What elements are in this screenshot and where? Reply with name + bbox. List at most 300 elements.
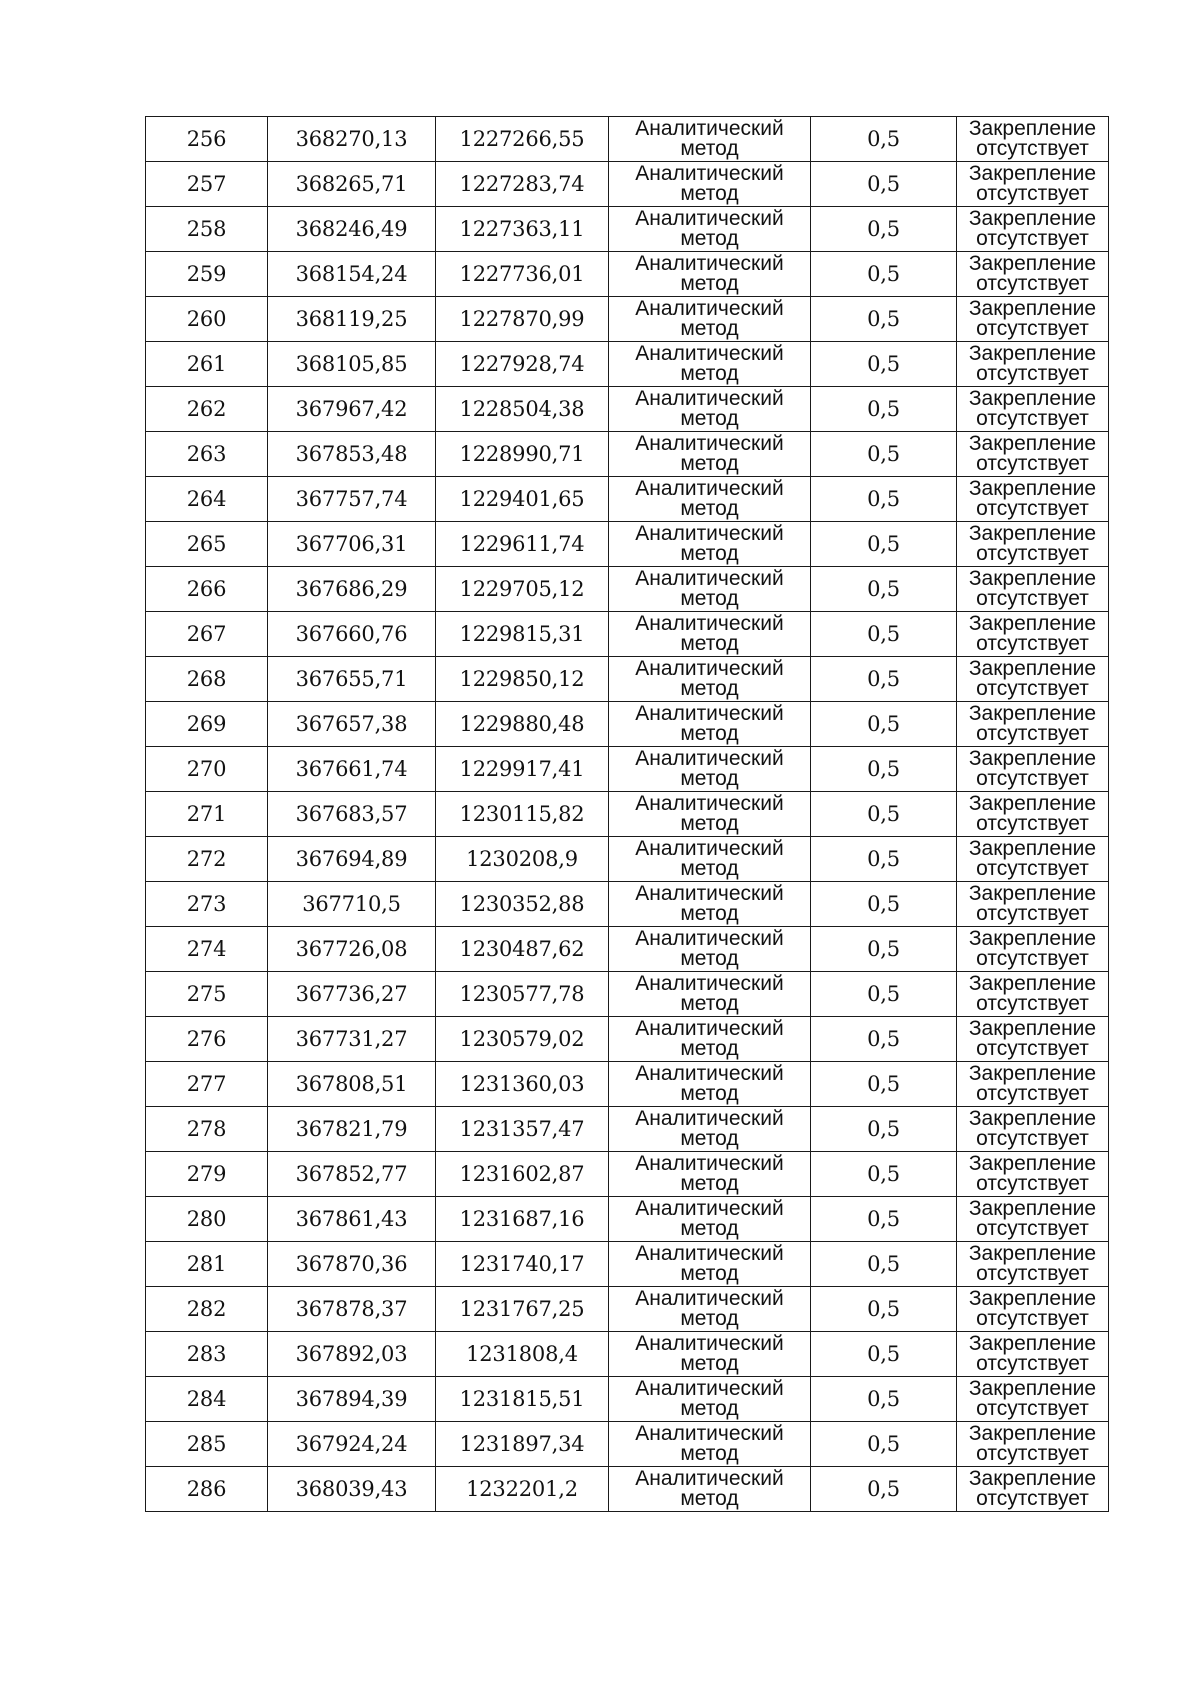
y-coordinate-cell: 1231815,51: [436, 1377, 609, 1422]
x-coordinate-cell: 367706,31: [268, 522, 436, 567]
point-number-cell: 283: [146, 1332, 268, 1377]
method-cell-line: Аналитический: [635, 162, 784, 185]
fixing-cell-line: Закрепление: [968, 162, 1097, 185]
accuracy-cell: 0,5: [811, 117, 957, 162]
fixing-cell-line: отсутствует: [976, 182, 1089, 205]
table-row: [146, 1062, 1109, 1107]
method-cell-line: метод: [680, 497, 739, 520]
fixing-cell-line: отсутствует: [976, 1082, 1089, 1105]
fixing-cell-line: Закрепление: [968, 657, 1097, 680]
table-row: [146, 252, 1109, 297]
method-cell: [609, 387, 811, 432]
table-row: [146, 1197, 1109, 1242]
accuracy-cell: 0,5: [811, 1062, 957, 1107]
x-coordinate-cell: 367924,24: [268, 1422, 436, 1467]
table-row: [146, 1152, 1109, 1197]
x-coordinate-cell: 367736,27: [268, 972, 436, 1017]
x-coordinate-cell: 367683,57: [268, 792, 436, 837]
method-cell-line: метод: [680, 947, 739, 970]
x-coordinate-cell: 367894,39: [268, 1377, 436, 1422]
fixing-cell: [957, 207, 1109, 252]
accuracy-cell: 0,5: [811, 567, 957, 612]
table-row: [146, 612, 1109, 657]
method-cell: [609, 657, 811, 702]
x-coordinate-cell: 367861,43: [268, 1197, 436, 1242]
method-cell-line: Аналитический: [635, 1377, 784, 1400]
x-coordinate-cell: 367808,51: [268, 1062, 436, 1107]
table-row: [146, 387, 1109, 432]
fixing-cell-line: Закрепление: [968, 1287, 1097, 1310]
method-cell: [609, 252, 811, 297]
table-row: [146, 1107, 1109, 1152]
fixing-cell-line: отсутствует: [976, 947, 1089, 970]
point-number-cell: 256: [146, 117, 268, 162]
x-coordinate-cell: 368265,71: [268, 162, 436, 207]
accuracy-cell: 0,5: [811, 927, 957, 972]
accuracy-cell: 0,5: [811, 387, 957, 432]
accuracy-cell: 0,5: [811, 342, 957, 387]
table-row: [146, 882, 1109, 927]
fixing-cell-line: Закрепление: [968, 1107, 1097, 1130]
fixing-cell-line: отсутствует: [976, 317, 1089, 340]
fixing-cell-line: отсутствует: [976, 272, 1089, 295]
method-cell-line: метод: [680, 1037, 739, 1060]
method-cell-line: метод: [680, 1082, 739, 1105]
table-row: [146, 1017, 1109, 1062]
fixing-cell-line: Закрепление: [968, 252, 1097, 275]
method-cell: [609, 297, 811, 342]
y-coordinate-cell: 1227870,99: [436, 297, 609, 342]
fixing-cell: [957, 1152, 1109, 1197]
x-coordinate-cell: 367821,79: [268, 1107, 436, 1152]
table-row: [146, 1467, 1109, 1512]
accuracy-cell: 0,5: [811, 747, 957, 792]
fixing-cell-line: Закрепление: [968, 747, 1097, 770]
fixing-cell-line: отсутствует: [976, 1442, 1089, 1465]
method-cell: [609, 747, 811, 792]
method-cell-line: Аналитический: [635, 117, 784, 140]
y-coordinate-cell: 1227283,74: [436, 162, 609, 207]
method-cell-line: метод: [680, 542, 739, 565]
method-cell-line: метод: [680, 857, 739, 880]
method-cell: [609, 972, 811, 1017]
fixing-cell-line: отсутствует: [976, 1307, 1089, 1330]
fixing-cell-line: Закрепление: [968, 207, 1097, 230]
point-number-cell: 265: [146, 522, 268, 567]
table-row: [146, 1287, 1109, 1332]
point-number-cell: 261: [146, 342, 268, 387]
method-cell: [609, 1242, 811, 1287]
method-cell-line: Аналитический: [635, 882, 784, 905]
fixing-cell-line: Закрепление: [968, 927, 1097, 950]
method-cell: [609, 612, 811, 657]
method-cell: [609, 1332, 811, 1377]
accuracy-cell: 0,5: [811, 1467, 957, 1512]
y-coordinate-cell: 1231687,16: [436, 1197, 609, 1242]
method-cell-line: Аналитический: [635, 1422, 784, 1445]
fixing-cell: [957, 252, 1109, 297]
y-coordinate-cell: 1229705,12: [436, 567, 609, 612]
point-number-cell: 276: [146, 1017, 268, 1062]
method-cell-line: Аналитический: [635, 567, 784, 590]
point-number-cell: 275: [146, 972, 268, 1017]
method-cell-line: метод: [680, 677, 739, 700]
table-row: [146, 837, 1109, 882]
method-cell-line: Аналитический: [635, 1467, 784, 1490]
point-number-cell: 271: [146, 792, 268, 837]
point-number-cell: 268: [146, 657, 268, 702]
fixing-cell-line: Закрепление: [968, 1332, 1097, 1355]
accuracy-cell: 0,5: [811, 477, 957, 522]
x-coordinate-cell: 368039,43: [268, 1467, 436, 1512]
method-cell-line: Аналитический: [635, 1332, 784, 1355]
method-cell: [609, 1197, 811, 1242]
point-number-cell: 266: [146, 567, 268, 612]
method-cell-line: метод: [680, 992, 739, 1015]
method-cell-line: метод: [680, 1307, 739, 1330]
method-cell: [609, 702, 811, 747]
y-coordinate-cell: 1228504,38: [436, 387, 609, 432]
method-cell-line: метод: [680, 1397, 739, 1420]
table-row: [146, 297, 1109, 342]
method-cell-line: Аналитический: [635, 387, 784, 410]
method-cell-line: Аналитический: [635, 1287, 784, 1310]
method-cell-line: метод: [680, 137, 739, 160]
fixing-cell-line: отсутствует: [976, 452, 1089, 475]
method-cell-line: метод: [680, 1127, 739, 1150]
method-cell: [609, 162, 811, 207]
fixing-cell: [957, 702, 1109, 747]
method-cell-line: Аналитический: [635, 522, 784, 545]
accuracy-cell: 0,5: [811, 792, 957, 837]
accuracy-cell: 0,5: [811, 972, 957, 1017]
y-coordinate-cell: 1229917,41: [436, 747, 609, 792]
x-coordinate-cell: 367870,36: [268, 1242, 436, 1287]
fixing-cell-line: Закрепление: [968, 882, 1097, 905]
fixing-cell-line: Закрепление: [968, 1062, 1097, 1085]
fixing-cell-line: Закрепление: [968, 612, 1097, 635]
point-number-cell: 280: [146, 1197, 268, 1242]
method-cell-line: метод: [680, 587, 739, 610]
fixing-cell: [957, 972, 1109, 1017]
accuracy-cell: 0,5: [811, 1017, 957, 1062]
method-cell-line: метод: [680, 902, 739, 925]
fixing-cell: [957, 612, 1109, 657]
fixing-cell: [957, 657, 1109, 702]
fixing-cell-line: отсутствует: [976, 137, 1089, 160]
method-cell-line: метод: [680, 812, 739, 835]
table-row: [146, 162, 1109, 207]
fixing-cell-line: отсутствует: [976, 1172, 1089, 1195]
method-cell-line: метод: [680, 182, 739, 205]
table-row: [146, 792, 1109, 837]
y-coordinate-cell: 1231357,47: [436, 1107, 609, 1152]
table-row: [146, 117, 1109, 162]
accuracy-cell: 0,5: [811, 657, 957, 702]
point-number-cell: 260: [146, 297, 268, 342]
y-coordinate-cell: 1227736,01: [436, 252, 609, 297]
fixing-cell: [957, 1422, 1109, 1467]
method-cell-line: Аналитический: [635, 1062, 784, 1085]
point-number-cell: 282: [146, 1287, 268, 1332]
fixing-cell-line: отсутствует: [976, 542, 1089, 565]
method-cell: [609, 927, 811, 972]
accuracy-cell: 0,5: [811, 1107, 957, 1152]
point-number-cell: 274: [146, 927, 268, 972]
method-cell: [609, 837, 811, 882]
accuracy-cell: 0,5: [811, 1287, 957, 1332]
fixing-cell: [957, 1467, 1109, 1512]
table-row: [146, 477, 1109, 522]
x-coordinate-cell: 367655,71: [268, 657, 436, 702]
accuracy-cell: 0,5: [811, 1377, 957, 1422]
fixing-cell-line: отсутствует: [976, 362, 1089, 385]
fixing-cell: [957, 432, 1109, 477]
fixing-cell: [957, 1287, 1109, 1332]
method-cell: [609, 432, 811, 477]
fixing-cell: [957, 882, 1109, 927]
method-cell-line: Аналитический: [635, 792, 784, 815]
fixing-cell: [957, 477, 1109, 522]
y-coordinate-cell: 1227363,11: [436, 207, 609, 252]
accuracy-cell: 0,5: [811, 1332, 957, 1377]
method-cell-line: метод: [680, 317, 739, 340]
method-cell: [609, 1152, 811, 1197]
method-cell: [609, 207, 811, 252]
point-number-cell: 281: [146, 1242, 268, 1287]
fixing-cell: [957, 792, 1109, 837]
y-coordinate-cell: 1230208,9: [436, 837, 609, 882]
point-number-cell: 270: [146, 747, 268, 792]
method-cell-line: Аналитический: [635, 1017, 784, 1040]
y-coordinate-cell: 1231740,17: [436, 1242, 609, 1287]
table-row: [146, 747, 1109, 792]
fixing-cell: [957, 1377, 1109, 1422]
accuracy-cell: 0,5: [811, 1242, 957, 1287]
x-coordinate-cell: 367657,38: [268, 702, 436, 747]
point-number-cell: 284: [146, 1377, 268, 1422]
x-coordinate-cell: 367757,74: [268, 477, 436, 522]
y-coordinate-cell: 1229401,65: [436, 477, 609, 522]
method-cell-line: Аналитический: [635, 657, 784, 680]
method-cell-line: Аналитический: [635, 837, 784, 860]
y-coordinate-cell: 1231897,34: [436, 1422, 609, 1467]
accuracy-cell: 0,5: [811, 1197, 957, 1242]
y-coordinate-cell: 1229815,31: [436, 612, 609, 657]
x-coordinate-cell: 367726,08: [268, 927, 436, 972]
accuracy-cell: 0,5: [811, 612, 957, 657]
y-coordinate-cell: 1230577,78: [436, 972, 609, 1017]
fixing-cell: [957, 927, 1109, 972]
method-cell-line: метод: [680, 632, 739, 655]
method-cell: [609, 1017, 811, 1062]
method-cell-line: Аналитический: [635, 972, 784, 995]
fixing-cell-line: Закрепление: [968, 477, 1097, 500]
accuracy-cell: 0,5: [811, 297, 957, 342]
x-coordinate-cell: 367686,29: [268, 567, 436, 612]
point-number-cell: 259: [146, 252, 268, 297]
fixing-cell-line: Закрепление: [968, 972, 1097, 995]
fixing-cell: [957, 387, 1109, 432]
fixing-cell-line: Закрепление: [968, 1467, 1097, 1490]
point-number-cell: 267: [146, 612, 268, 657]
fixing-cell-line: Закрепление: [968, 792, 1097, 815]
method-cell-line: метод: [680, 227, 739, 250]
fixing-cell-line: Закрепление: [968, 432, 1097, 455]
method-cell-line: Аналитический: [635, 612, 784, 635]
method-cell-line: метод: [680, 1352, 739, 1375]
y-coordinate-cell: 1227928,74: [436, 342, 609, 387]
method-cell-line: метод: [680, 722, 739, 745]
method-cell-line: метод: [680, 1217, 739, 1240]
accuracy-cell: 0,5: [811, 252, 957, 297]
fixing-cell-line: отсутствует: [976, 1352, 1089, 1375]
method-cell: [609, 117, 811, 162]
x-coordinate-cell: 368105,85: [268, 342, 436, 387]
method-cell-line: Аналитический: [635, 1152, 784, 1175]
y-coordinate-cell: 1229850,12: [436, 657, 609, 702]
fixing-cell-line: Закрепление: [968, 117, 1097, 140]
fixing-cell-line: Закрепление: [968, 522, 1097, 545]
accuracy-cell: 0,5: [811, 207, 957, 252]
method-cell-line: Аналитический: [635, 477, 784, 500]
y-coordinate-cell: 1231767,25: [436, 1287, 609, 1332]
point-number-cell: 273: [146, 882, 268, 927]
fixing-cell-line: отсутствует: [976, 857, 1089, 880]
method-cell-line: метод: [680, 362, 739, 385]
point-number-cell: 278: [146, 1107, 268, 1152]
fixing-cell: [957, 1197, 1109, 1242]
table-row: [146, 702, 1109, 747]
fixing-cell: [957, 297, 1109, 342]
method-cell-line: Аналитический: [635, 342, 784, 365]
fixing-cell-line: отсутствует: [976, 992, 1089, 1015]
fixing-cell-line: Закрепление: [968, 387, 1097, 410]
y-coordinate-cell: 1232201,2: [436, 1467, 609, 1512]
fixing-cell-line: отсутствует: [976, 1217, 1089, 1240]
fixing-cell: [957, 567, 1109, 612]
accuracy-cell: 0,5: [811, 522, 957, 567]
method-cell: [609, 1287, 811, 1332]
method-cell: [609, 1467, 811, 1512]
fixing-cell: [957, 837, 1109, 882]
table-row: [146, 1422, 1109, 1467]
x-coordinate-cell: 367710,5: [268, 882, 436, 927]
fixing-cell: [957, 117, 1109, 162]
x-coordinate-cell: 368270,13: [268, 117, 436, 162]
method-cell-line: метод: [680, 407, 739, 430]
method-cell: [609, 567, 811, 612]
x-coordinate-cell: 367852,77: [268, 1152, 436, 1197]
method-cell: [609, 792, 811, 837]
fixing-cell: [957, 747, 1109, 792]
table-row: [146, 567, 1109, 612]
table-row: [146, 522, 1109, 567]
y-coordinate-cell: 1231360,03: [436, 1062, 609, 1107]
point-number-cell: 286: [146, 1467, 268, 1512]
table-row: [146, 927, 1109, 972]
accuracy-cell: 0,5: [811, 1152, 957, 1197]
fixing-cell-line: отсутствует: [976, 1487, 1089, 1510]
fixing-cell: [957, 1107, 1109, 1152]
fixing-cell: [957, 162, 1109, 207]
table-row: [146, 342, 1109, 387]
fixing-cell: [957, 342, 1109, 387]
fixing-cell: [957, 522, 1109, 567]
method-cell: [609, 477, 811, 522]
accuracy-cell: 0,5: [811, 1422, 957, 1467]
table-body: [146, 117, 1109, 1512]
fixing-cell: [957, 1062, 1109, 1107]
y-coordinate-cell: 1228990,71: [436, 432, 609, 477]
y-coordinate-cell: 1230352,88: [436, 882, 609, 927]
method-cell-line: метод: [680, 272, 739, 295]
fixing-cell-line: отсутствует: [976, 1262, 1089, 1285]
method-cell-line: Аналитический: [635, 1242, 784, 1265]
table-row: [146, 207, 1109, 252]
accuracy-cell: 0,5: [811, 702, 957, 747]
method-cell-line: Аналитический: [635, 702, 784, 725]
fixing-cell: [957, 1242, 1109, 1287]
method-cell-line: Аналитический: [635, 747, 784, 770]
table-row: [146, 657, 1109, 702]
fixing-cell-line: Закрепление: [968, 1017, 1097, 1040]
point-number-cell: 258: [146, 207, 268, 252]
x-coordinate-cell: 368119,25: [268, 297, 436, 342]
method-cell: [609, 1377, 811, 1422]
fixing-cell-line: отсутствует: [976, 1037, 1089, 1060]
fixing-cell-line: Закрепление: [968, 702, 1097, 725]
x-coordinate-cell: 367694,89: [268, 837, 436, 882]
method-cell-line: метод: [680, 452, 739, 475]
method-cell-line: Аналитический: [635, 297, 784, 320]
point-number-cell: 263: [146, 432, 268, 477]
accuracy-cell: 0,5: [811, 432, 957, 477]
fixing-cell-line: Закрепление: [968, 297, 1097, 320]
method-cell-line: Аналитический: [635, 252, 784, 275]
accuracy-cell: 0,5: [811, 162, 957, 207]
fixing-cell-line: отсутствует: [976, 722, 1089, 745]
method-cell-line: метод: [680, 767, 739, 790]
y-coordinate-cell: 1229880,48: [436, 702, 609, 747]
method-cell-line: Аналитический: [635, 207, 784, 230]
x-coordinate-cell: 367660,76: [268, 612, 436, 657]
method-cell: [609, 1062, 811, 1107]
fixing-cell-line: Закрепление: [968, 837, 1097, 860]
point-number-cell: 285: [146, 1422, 268, 1467]
fixing-cell-line: Закрепление: [968, 1377, 1097, 1400]
method-cell-line: метод: [680, 1262, 739, 1285]
y-coordinate-cell: 1227266,55: [436, 117, 609, 162]
fixing-cell-line: отсутствует: [976, 677, 1089, 700]
point-number-cell: 277: [146, 1062, 268, 1107]
fixing-cell-line: Закрепление: [968, 1422, 1097, 1445]
method-cell-line: метод: [680, 1172, 739, 1195]
x-coordinate-cell: 368246,49: [268, 207, 436, 252]
accuracy-cell: 0,5: [811, 882, 957, 927]
y-coordinate-cell: 1230579,02: [436, 1017, 609, 1062]
point-number-cell: 272: [146, 837, 268, 882]
point-number-cell: 279: [146, 1152, 268, 1197]
point-number-cell: 257: [146, 162, 268, 207]
table-row: [146, 1377, 1109, 1422]
fixing-cell-line: отсутствует: [976, 1127, 1089, 1150]
method-cell-line: Аналитический: [635, 1197, 784, 1220]
x-coordinate-cell: 367731,27: [268, 1017, 436, 1062]
coordinates-table: [145, 116, 1109, 1512]
method-cell: [609, 342, 811, 387]
fixing-cell-line: Закрепление: [968, 567, 1097, 590]
